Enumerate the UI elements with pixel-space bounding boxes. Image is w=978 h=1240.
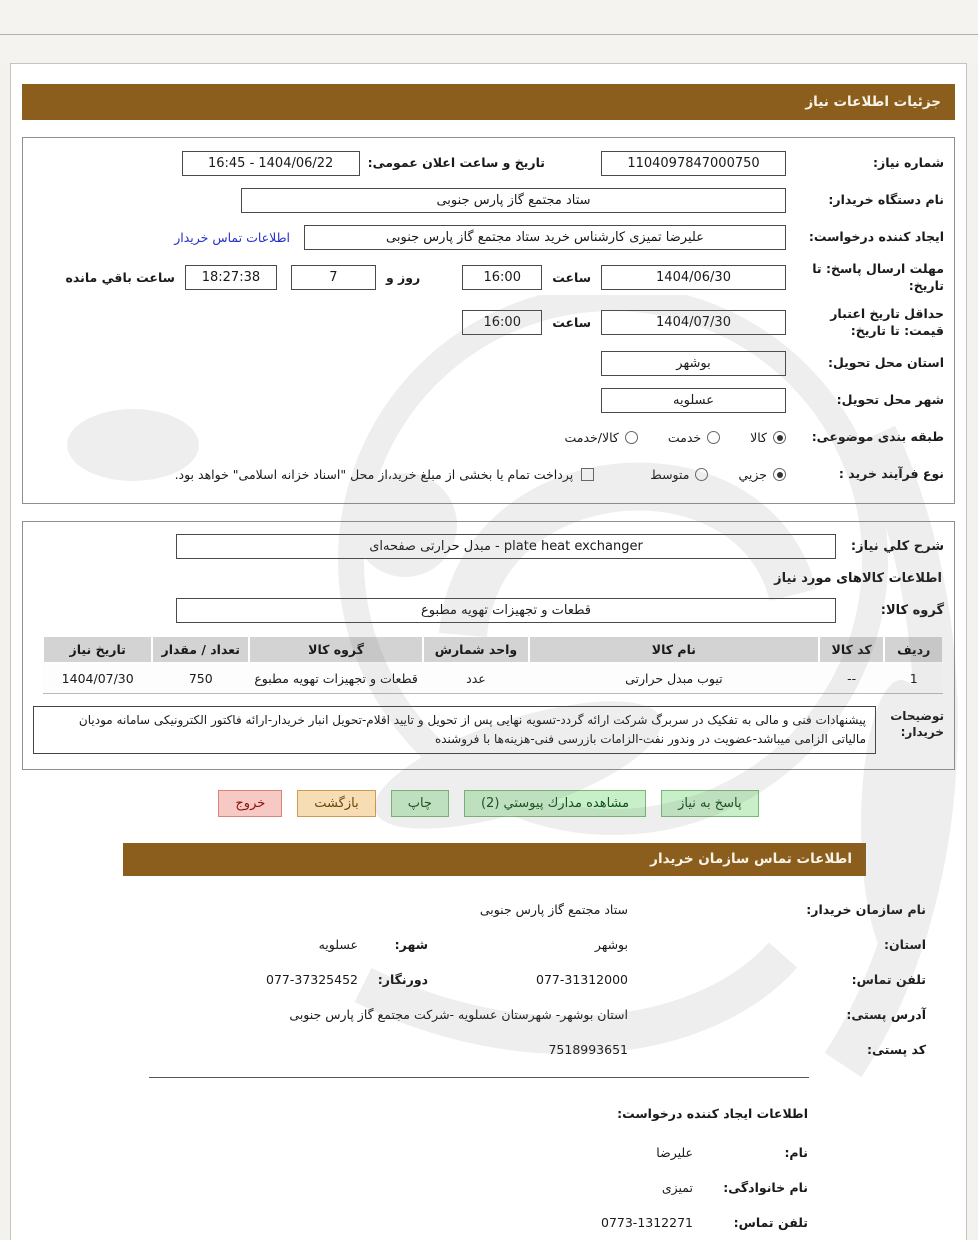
buyer-contact-section (11, 876, 966, 1230)
cell-item-code: -- (819, 663, 885, 694)
option-label: کالا/خدمت (564, 430, 619, 445)
category-option-goods[interactable] (750, 430, 786, 445)
delivery-province-label: استان محل تحویل: (827, 355, 944, 371)
days-remaining-field[interactable]: 7 (291, 265, 376, 290)
option-label: کالا (750, 430, 767, 445)
reply-to-need-button[interactable]: پاسخ به نیاز (661, 790, 759, 817)
last-name-value: تمیزی (661, 1179, 693, 1195)
fax-value: 077-37325452 (266, 971, 358, 987)
row-org-name (31, 902, 926, 917)
goods-group-field[interactable]: قطعات و تجهیزات تهویه مطبوع (176, 598, 836, 623)
row-subject-category (33, 425, 944, 451)
category-option-service[interactable] (668, 430, 720, 445)
row-phone-fax (31, 972, 926, 987)
org-name-label: نام سازمان خریدار: (806, 901, 926, 917)
col-item-code: کد کالا (819, 636, 885, 663)
validity-date-field[interactable]: 1404/07/30 (601, 310, 786, 335)
request-creator-heading: اطلاعات ایجاد کننده درخواست: (617, 1105, 808, 1121)
row-goods-group (33, 598, 944, 624)
province-value: بوشهر (594, 936, 628, 952)
treasury-note: پرداخت تمام یا بخشی از مبلغ خرید،از محل "اسناد خزانه اسلامی" خواهد بود. (174, 467, 574, 482)
row-last-name (31, 1180, 926, 1195)
address-value: استان بوشهر- شهرستان عسلویه -شرکت مجتمع گاز پارس جنوبی (289, 1006, 628, 1022)
cell-need-date: 1404/07/30 (43, 663, 152, 694)
deadline-label: مهلت ارسال پاسخ: تا تاریخ: (812, 261, 944, 293)
cell-group: قطعات و تجهیزات تهویه مطبوع (249, 663, 423, 694)
creator-label: ایجاد کننده درخواست: (808, 228, 944, 244)
treasury-checkbox[interactable] (581, 468, 594, 481)
cell-quantity: 750 (152, 663, 249, 694)
row-request-creator (33, 224, 944, 250)
creator-field[interactable]: علیرضا تمیزی کارشناس خرید ستاد مجتمع گاز پارس جنوبی (304, 225, 786, 250)
details-panel (22, 137, 955, 504)
section-header-buyer-contact (123, 843, 866, 876)
row-postal-address (31, 1007, 926, 1022)
row-delivery-city (33, 388, 944, 414)
top-strip (0, 0, 978, 63)
creator-phone-label: تلفن تماس: (733, 1214, 808, 1230)
province-label: استان: (883, 936, 926, 952)
exit-button[interactable]: خروج (218, 790, 282, 817)
need-desc-label: شرح كلي نياز: (850, 539, 944, 554)
org-name-value: ستاد مجتمع گاز پارس جنوبی (479, 901, 628, 917)
creator-phone-value: 0773-1312271 (601, 1214, 693, 1230)
postal-code-label: کد پستی: (866, 1041, 926, 1057)
goods-table-header-row (43, 636, 943, 663)
view-attachments-button[interactable]: مشاهده مدارك پیوستي (2) (464, 790, 646, 817)
section-title: جزئیات اطلاعات نیاز (805, 94, 941, 110)
radio-icon (695, 468, 708, 481)
back-button[interactable]: بازگشت (297, 790, 375, 817)
need-description-panel (22, 521, 955, 770)
buyer-notes-field[interactable]: پیشنهادات فنی و مالی به تفکیک در سربرگ شرکت ارائه گردد-تسویه نهایی پس از تحویل و تایید اقلام-تحویل انبار خریدار-ارائه فاکتور الکترونیکی سامانه مودیان مالیاتی الزامی میباشد-عضویت در وندور نفت-الزامات بازرسی فنی-هزینه‌ها با فروشنده (33, 706, 876, 754)
section-divider (149, 1077, 809, 1078)
table-row (43, 663, 943, 694)
cell-unit: عدد (423, 663, 529, 694)
col-unit: واحد شمارش (423, 636, 529, 663)
action-buttons (11, 790, 966, 817)
section-header-details (22, 84, 955, 120)
announce-label: تاریخ و ساعت اعلان عمومی: (367, 154, 545, 170)
buyer-notes-label: توضیحات خریدار: (890, 708, 944, 740)
goods-group-label: گروه کالا: (880, 603, 944, 618)
col-row-number: ردیف (884, 636, 943, 663)
need-desc-field[interactable]: plate heat exchanger - مبدل حرارتی صفحه‌ای (176, 534, 836, 559)
validity-time-field[interactable]: 16:00 (462, 310, 542, 335)
cell-item-name: تیوب مبدل حرارتی (529, 663, 819, 694)
radio-icon (625, 431, 638, 444)
goods-info-heading: اطلاعات کالاهای مورد نیاز (774, 570, 942, 586)
buyer-contact-link[interactable]: اطلاعات تماس خریدار (174, 229, 290, 245)
deadline-hour-label: ساعت (552, 270, 591, 286)
col-need-date: تاریخ نیاز (43, 636, 152, 663)
buyer-org-label: نام دستگاه خریدار: (828, 191, 944, 207)
first-name-label: نام: (784, 1144, 808, 1160)
row-buyer-notes (33, 706, 944, 754)
need-number-field[interactable]: 1104097847000750 (601, 151, 786, 176)
deadline-date-field[interactable]: 1404/06/30 (601, 265, 786, 290)
address-label: آدرس پستی: (846, 1006, 926, 1022)
need-number-label: شماره نیاز: (873, 154, 944, 170)
buyer-org-field[interactable]: ستاد مجتمع گاز پارس جنوبی (241, 188, 786, 213)
top-divider (0, 34, 978, 35)
process-option-minor[interactable] (738, 467, 786, 482)
phone-value: 077-31312000 (536, 971, 628, 987)
row-creator-phone (31, 1215, 926, 1230)
col-group: گروه کالا (249, 636, 423, 663)
announce-field[interactable]: 16:45 - 1404/06/22 (182, 151, 360, 176)
row-postal-code (31, 1042, 926, 1057)
phone-label: تلفن تماس: (851, 971, 926, 987)
time-remaining-field[interactable]: 18:27:38 (185, 265, 277, 290)
print-button[interactable]: چاپ (391, 790, 449, 817)
row-first-name (31, 1145, 926, 1160)
validity-hour-label: ساعت (552, 315, 591, 331)
option-label: جزيي (738, 467, 767, 482)
city-label: شهر: (394, 936, 428, 952)
goods-table (42, 635, 944, 694)
delivery-province-field[interactable]: بوشهر (601, 351, 786, 376)
row-province-city (31, 937, 926, 952)
delivery-city-field[interactable]: عسلویه (601, 388, 786, 413)
category-option-goods-service[interactable] (564, 430, 637, 445)
process-label: نوع فرآیند خرید : (838, 466, 944, 482)
main-window (10, 63, 967, 1240)
radio-selected-icon (773, 431, 786, 444)
row-purchase-process (33, 462, 944, 488)
process-option-medium[interactable] (650, 467, 708, 482)
row-reply-deadline (33, 261, 944, 295)
radio-icon (707, 431, 720, 444)
option-label: متوسط (650, 467, 690, 482)
row-delivery-province (33, 351, 944, 377)
row-need-description (33, 534, 944, 560)
delivery-city-label: شهر محل تحویل: (836, 392, 944, 408)
row-buyer-org (33, 187, 944, 213)
row-need-number (33, 150, 944, 176)
city-value: عسلویه (318, 936, 358, 952)
radio-selected-icon (773, 468, 786, 481)
col-quantity: تعداد / مقدار (152, 636, 249, 663)
option-label: خدمت (667, 430, 702, 445)
cell-row-number: 1 (884, 663, 943, 694)
category-label: طبقه بندی موضوعی: (811, 429, 944, 445)
first-name-value: علیرضا (656, 1144, 693, 1160)
postal-code-value: 7518993651 (548, 1041, 628, 1057)
last-name-label: نام خانوادگی: (723, 1179, 808, 1195)
col-item-name: نام کالا (529, 636, 819, 663)
row-price-validity (33, 306, 944, 340)
validity-label: حداقل تاریخ اعتبار قیمت: تا تاریخ: (830, 305, 944, 338)
days-and-label: روز و (385, 270, 421, 286)
time-remaining-label: ساعت باقي مانده (65, 270, 175, 286)
deadline-time-field[interactable]: 16:00 (462, 265, 542, 290)
section-title: اطلاعات تماس سازمان خریدار (650, 850, 852, 867)
fax-label: دورنگار: (377, 971, 428, 987)
